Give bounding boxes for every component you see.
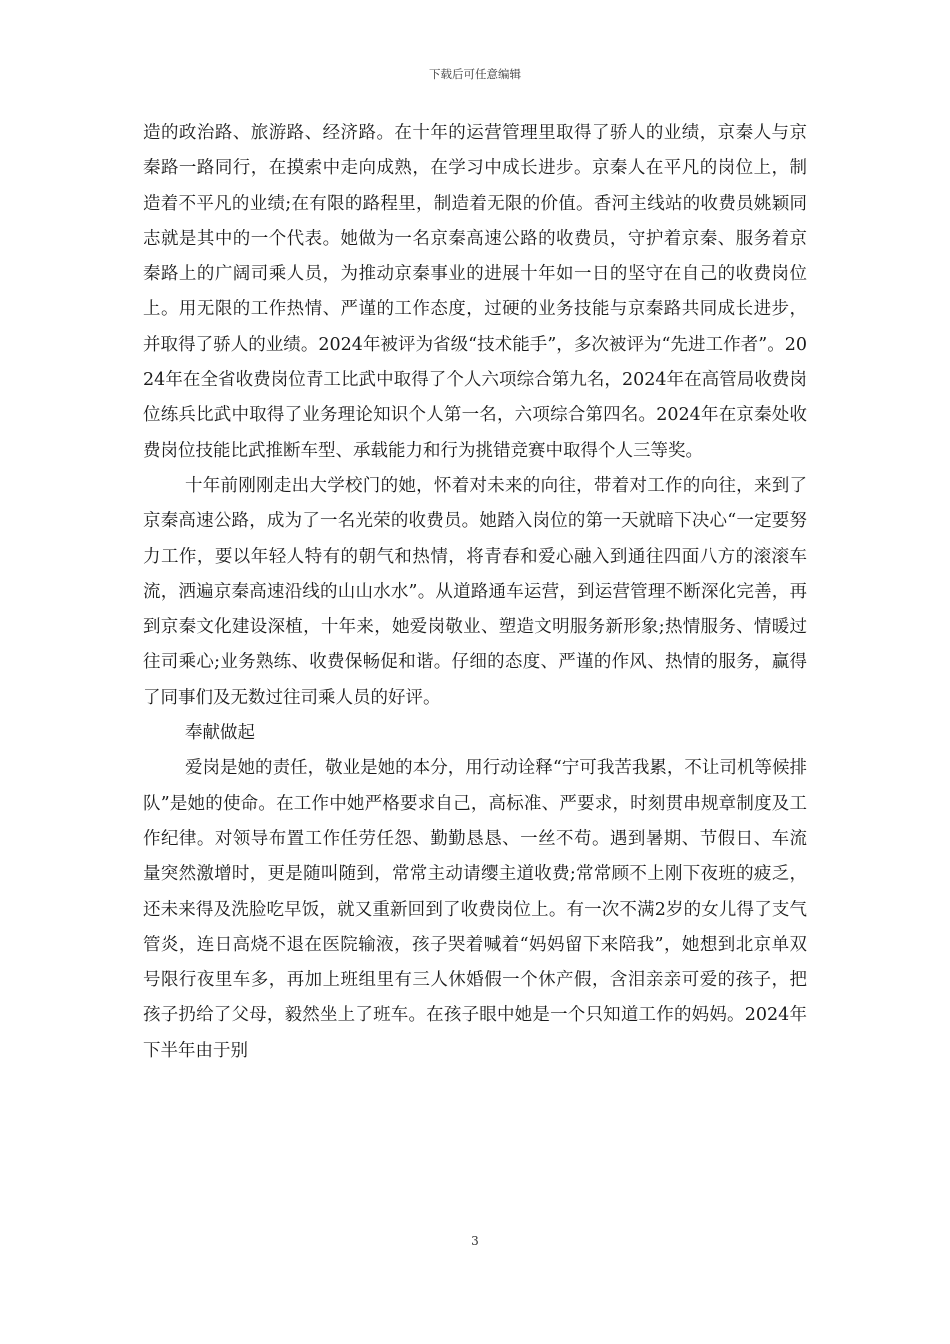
document-body [143,116,807,1069]
page-number: 3 [471,1234,479,1248]
body-paragraph: 造的政治路、旅游路、经济路。在十年的运营管理里取得了骄人的业绩，京秦人与京秦路一路同行，在摸索中走向成熟，在学习中成长进步。京秦人在平凡的岗位上，制造着不平凡的业绩;在有限的路程里，制造着无限的价值。香河主线站的收费员姚颖同志就是其中的一个代表。她做为一名京秦高速公路的收费员，守护着京秦、服务着京秦路上的广阔司乘人员，为推动京秦事业的进展十年如一日的坚守在自己的收费岗位上。用无限的工作热情、严谨的工作态度，过硬的业务技能与京秦路共同成长进步，并取得了骄人的业绩。2024年被评为省级“技术能手”，多次被评为“先进工作者”。2024年在全省收费岗位青工比武中取得了个人六项综合第九名，2024年在高管局收费岗位练兵比武中取得了业务理论知识个人第一名，六项综合第四名。2024年在京秦处收费岗位技能比武推断车型、承载能力和行为挑错竞赛中取得个人三等奖。 [143,123,807,461]
page-header: 下载后可任意编辑 [429,67,521,81]
body-paragraph: 十年前刚刚走出大学校门的她，怀着对未来的向往，带着对工作的向往，来到了京秦高速公路，成为了一名光荣的收费员。她踏入岗位的第一天就暗下决心“一定要努力工作，要以年轻人特有的朝气和热情，将青春和爱心融入到通往四面八方的滚滚车流，洒遍京秦高速沿线的山山水水”。从道路通车运营，到运营管理不断深化完善，再到京秦文化建设深植，十年来，她爱岗敬业、塑造文明服务新形象;热情服务、情暖过往司乘心;业务熟练、收费保畅促和谐。仔细的态度、严谨的作风、热情的服务，赢得了同事们及无数过往司乘人员的好评。 [143,475,807,708]
section-heading: 奉献做起 [185,723,255,744]
body-paragraph: 爱岗是她的责任，敬业是她的本分，用行动诠释“宁可我苦我累，不让司机等候排队”是她的使命。在工作中她严格要求自己，高标准、严要求，时刻贯串规章制度及工作纪律。对领导布置工作任劳任怨、勤勤恳恳、一丝不苟。遇到暑期、节假日、车流量突然激增时，更是随叫随到，常常主动请缨主道收费;常常顾不上刚下夜班的疲乏，还未来得及洗脸吃早饭，就又重新回到了收费岗位上。有一次不满2岁的女儿得了支气管炎，连日高烧不退在医院输液，孩子哭着喊着“妈妈留下来陪我”，她想到北京单双号限行夜里车多，再加上班组里有三人休婚假一个休产假，含泪亲亲可爱的孩子，把孩子扔给了父母，毅然坐上了班车。在孩子眼中她是一个只知道工作的妈妈。2024年下半年由于别 [143,758,807,1061]
